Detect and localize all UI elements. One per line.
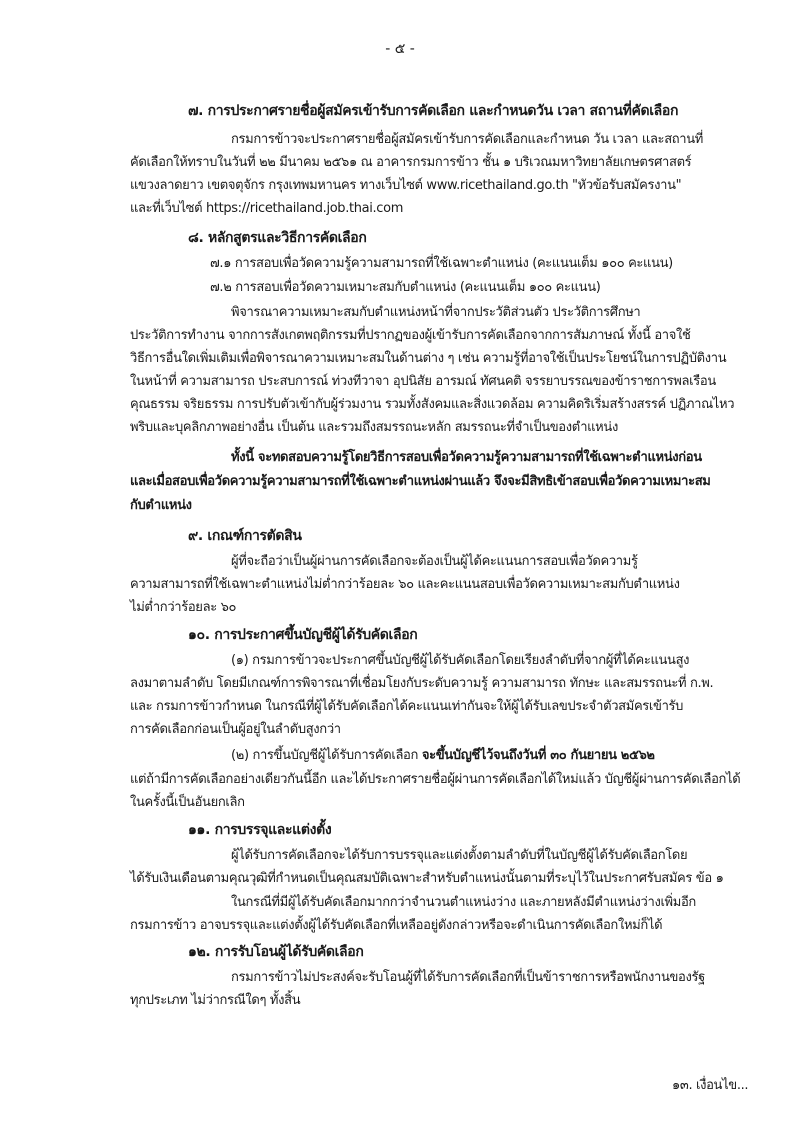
section-11-heading: ๑๑. การบรรจุและแต่งตั้ง xyxy=(188,822,332,838)
section-11-paragraph: ในกรณีที่มีผู้ได้รับคัดเลือกมากกว่าจำนวนตำแหน่งว่าง และภายหลังมีตำแหน่งว่างเพิ่มอีก xyxy=(231,895,696,910)
page-number: - ๕ - xyxy=(385,41,415,57)
section-10-paragraph: ในครั้งนี้เป็นอันยกเลิก xyxy=(130,795,245,810)
section-8-paragraph: พิจารณาความเหมาะสมกับตำแหน่งหน้าที่จากประวัติส่วนตัว ประวัติการศึกษา xyxy=(231,305,641,320)
section-10-b1-text: (๒) การขึ้นบัญชีผู้ได้รับการคัดเลือก xyxy=(231,748,422,763)
section-8-paragraph: พริบและบุคลิกภาพอย่างอื่น เป็นต้น และรวมถึงสมรรถนะหลัก สมรรถนะที่จำเป็นของตำแหน่ง xyxy=(130,420,618,435)
section-10-paragraph: ลงมาตามลำดับ โดยมีเกณฑ์การพิจารณาที่เชื่อมโยงกับระดับความรู้ ความสามารถ ทักษะ และสมรรถนะที่ ก.พ. xyxy=(130,676,714,691)
section-8-note: และเมื่อสอบเพื่อวัดความรู้ความสามารถที่ใช้เฉพาะตำแหน่งผ่านแล้ว จึงจะมีสิทธิเข้าสอบเพื่อวัดความเหมาะสม xyxy=(130,474,711,489)
section-10-paragraph: แต่ถ้ามีการคัดเลือกอย่างเดียวกันนี้อีก และได้ประกาศรายชื่อผู้ผ่านการคัดเลือกได้ใหม่แล้ว บัญชีผู้ผ่านการคัดเลือกได้ xyxy=(130,772,741,787)
section-9-paragraph: ความสามารถที่ใช้เฉพาะตำแหน่งไม่ต่ำกว่าร้อยละ ๖๐ และคะแนนสอบเพื่อวัดความเหมาะสมกับตำแหน่ง xyxy=(130,577,680,592)
section-9-heading: ๙. เกณฑ์การตัดสิน xyxy=(188,528,302,544)
section-8-item: ๗.๑ การสอบเพื่อวัดความรู้ความสามารถที่ใช้เฉพาะตำแหน่ง (คะแนนเต็ม ๑๐๐ คะแนน) xyxy=(210,256,673,271)
section-7-paragraph: แขวงลาดยาว เขตจตุจักร กรุงเทพมหานคร ทางเว็บไซต์ www.ricethailand.go.th "หัวข้อรับสมัครงาน" xyxy=(130,178,682,193)
section-10-paragraph xyxy=(231,746,655,766)
section-8-paragraph: คุณธรรม จริยธรรม การปรับตัวเข้ากับผู้ร่วมงาน รวมทั้งสังคมและสิ่งแวดล้อม ความคิดริเริ่มสร้างสรรค์ ปฏิภาณไหว xyxy=(130,397,735,412)
section-10-b1-deadline: จะขึ้นบัญชีไว้จนถึงวันที่ ๓๐ กันยายน ๒๕๖๒ xyxy=(421,748,655,763)
section-10-paragraph: (๑) กรมการข้าวจะประกาศขึ้นบัญชีผู้ได้รับคัดเลือกโดยเรียงลำดับที่จากผู้ที่ได้คะแนนสูง xyxy=(231,653,690,668)
continuation-note: ๑๓. เงื่อนไข... xyxy=(672,1078,749,1093)
section-7-paragraph: และที่เว็บไซต์ https://ricethailand.job.thai.com xyxy=(130,201,404,216)
section-10-paragraph: และ กรมการข้าวกำหนด ในกรณีที่ผู้ได้รับคัดเลือกได้คะแนนเท่ากันจะให้ผู้ได้รับเลขประจำตัวสมัครเข้ารับ xyxy=(130,699,684,714)
section-12-heading: ๑๒. การรับโอนผู้ได้รับคัดเลือก xyxy=(188,944,364,960)
section-9-paragraph: ผู้ที่จะถือว่าเป็นผู้ผ่านการคัดเลือกจะต้องเป็นผู้ได้คะแนนการสอบเพื่อวัดความรู้ xyxy=(231,554,638,569)
section-12-paragraph: ทุกประเภท ไม่ว่ากรณีใดๆ ทั้งสิ้น xyxy=(130,993,301,1008)
section-8-item: ๗.๒ การสอบเพื่อวัดความเหมาะสมกับตำแหน่ง (คะแนนเต็ม ๑๐๐ คะแนน) xyxy=(210,280,601,295)
section-8-heading: ๘. หลักสูตรและวิธีการคัดเลือก xyxy=(188,230,367,246)
section-11-paragraph: ผู้ได้รับการคัดเลือกจะได้รับการบรรจุและแต่งตั้งตามลำดับที่ในบัญชีผู้ได้รับคัดเลือกโดย xyxy=(231,848,688,863)
section-8-paragraph: ในหน้าที่ ความสามารถ ประสบการณ์ ท่วงทีวาจา อุปนิสัย อารมณ์ ทัศนคติ จรรยาบรรณของข้าราชการพลเรือน xyxy=(130,374,716,389)
section-8-note: ทั้งนี้ จะทดสอบความรู้โดยวิธีการสอบเพื่อวัดความรู้ความสามารถที่ใช้เฉพาะตำแหน่งก่อน xyxy=(231,450,702,465)
section-10-heading: ๑๐. การประกาศขึ้นบัญชีผู้ได้รับคัดเลือก xyxy=(188,627,418,643)
section-8-note: กับตำแหน่ง xyxy=(130,498,192,513)
section-8-paragraph: ประวัติการทำงาน จากการสังเกตพฤติกรรมที่ปรากฏของผู้เข้ารับการคัดเลือกจากการสัมภาษณ์ ทั้งนี้ อาจใช้ xyxy=(130,328,691,343)
section-10-paragraph: การคัดเลือกก่อนเป็นผู้อยู่ในลำดับสูงกว่า xyxy=(130,722,341,737)
section-8-paragraph: วิธีการอื่นใดเพิ่มเติมเพื่อพิจารณาความเหมาะสมในด้านต่าง ๆ เช่น ความรู้ที่อาจใช้เป็นประโยชน์ในการปฏิบัติงาน xyxy=(130,351,727,366)
section-7-heading: ๗. การประกาศรายชื่อผู้สมัครเข้ารับการคัดเลือก และกำหนดวัน เวลา สถานที่คัดเลือก xyxy=(188,103,679,119)
section-7-paragraph: กรมการข้าวจะประกาศรายชื่อผู้สมัครเข้ารับการคัดเลือกและกำหนด วัน เวลา และสถานที่ xyxy=(231,132,704,147)
section-11-paragraph: กรมการข้าว อาจบรรจุและแต่งตั้งผู้ได้รับคัดเลือกที่เหลืออยู่ดังกล่าวหรือจะดำเนินการคัดเลือกใหม่ก็ได้ xyxy=(130,918,663,933)
section-7-paragraph: คัดเลือกให้ทราบในวันที่ ๒๒ มีนาคม ๒๕๖๑ ณ อาคารกรมการข้าว ชั้น ๑ บริเวณมหาวิทยาลัยเกษตรศาสตร์ xyxy=(130,155,692,170)
section-11-paragraph: ได้รับเงินเดือนตามคุณวุฒิที่กำหนดเป็นคุณสมบัติเฉพาะสำหรับตำแหน่งนั้นตามที่ระบุไว้ในประกาศรับสมัคร ข้อ ๑ xyxy=(130,871,724,886)
section-9-paragraph: ไม่ต่ำกว่าร้อยละ ๖๐ xyxy=(130,600,237,615)
section-12-paragraph: กรมการข้าวไม่ประสงค์จะรับโอนผู้ที่ได้รับการคัดเลือกที่เป็นข้าราชการหรือพนักงานของรัฐ xyxy=(231,970,705,985)
